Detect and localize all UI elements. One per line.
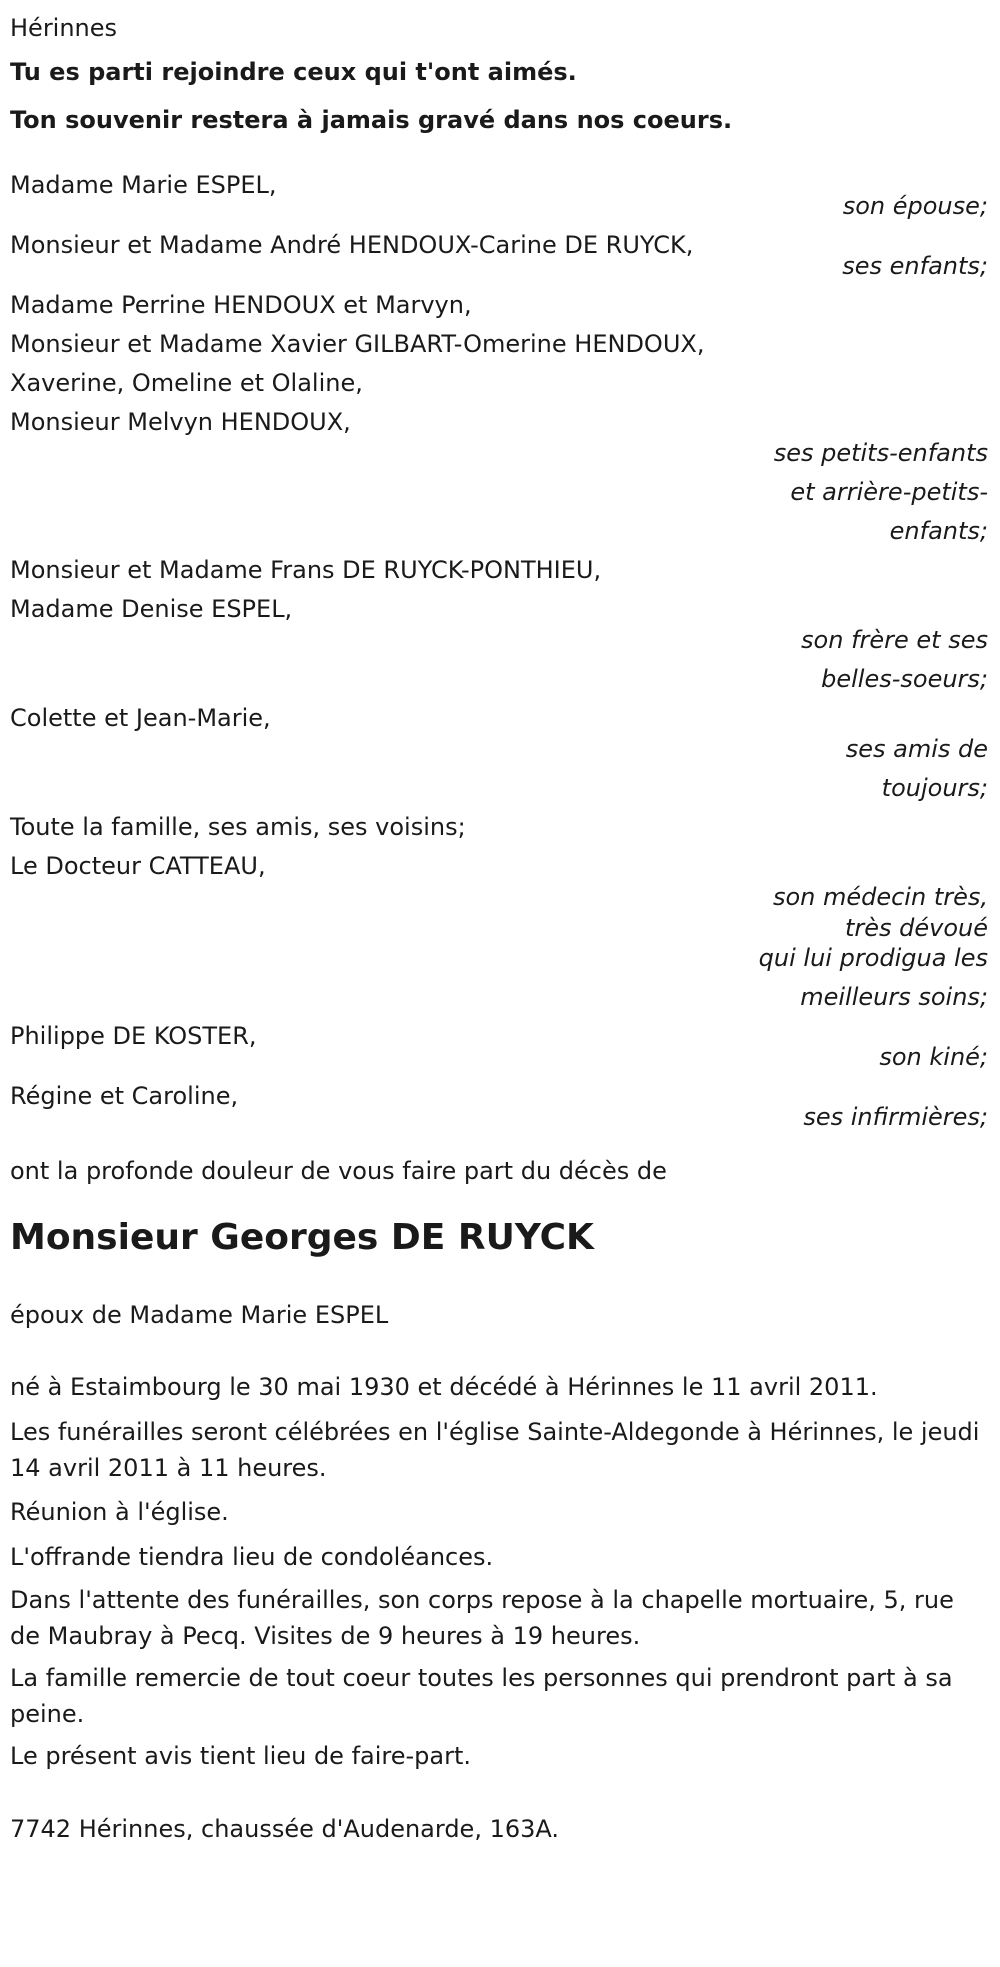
role-line: ses petits-enfants (773, 439, 988, 467)
role-line: qui lui prodigua les (758, 944, 988, 972)
role-line: meilleurs soins; (800, 983, 988, 1011)
family-name: Le Docteur CATTEAU, (10, 852, 266, 880)
family-name: Toute la famille, ses amis, ses voisins; (10, 813, 466, 841)
place-heading: Hérinnes (10, 14, 118, 42)
family-name: Madame Denise ESPEL, (10, 595, 293, 623)
family-group-children (10, 226, 988, 286)
detail-paragraph: né à Estaimbourg le 30 mai 1930 et décédé à Hérinnes le 11 avril 2011. (10, 1373, 878, 1401)
role-line: ses enfants; (842, 252, 988, 280)
role-line: son médecin très, (772, 883, 988, 911)
family-name: Monsieur et Madame Xavier GILBART-Omerine HENDOUX, (10, 330, 705, 358)
detail-paragraph: Réunion à l'église. (10, 1498, 229, 1526)
role-line: belles-soeurs; (821, 665, 988, 693)
family-group-grandchildren (10, 286, 988, 551)
role-line: très dévoué (844, 914, 988, 942)
family-group-nurses (10, 1077, 988, 1137)
family-role (10, 621, 988, 699)
family-name: Colette et Jean-Marie, (10, 704, 271, 732)
obituary-notice (10, 8, 988, 1849)
role-line: ses infirmières; (803, 1103, 988, 1131)
detail-paragraph: Dans l'attente des funérailles, son corps repose à la chapelle mortuaire, 5, rue de Maubray à Pecq. Visites de 9 heures à 19 heures. (10, 1586, 954, 1650)
family-group-doctor (10, 808, 988, 1017)
family-group-spouse (10, 166, 988, 226)
address-line: 7742 Hérinnes, chaussée d'Audenarde, 163A. (10, 1815, 560, 1843)
spouse-line: époux de Madame Marie ESPEL (10, 1301, 389, 1329)
family-group-friends (10, 699, 988, 808)
family-role (10, 434, 988, 551)
detail-paragraph: Le présent avis tient lieu de faire-part. (10, 1742, 472, 1770)
role-line: enfants; (889, 517, 988, 545)
family-role (10, 878, 988, 1017)
role-line: son kiné; (879, 1043, 988, 1071)
family-role (10, 730, 988, 808)
role-line: ses amis de (845, 735, 988, 763)
family-name: Monsieur et Madame André HENDOUX-Carine DE RUYCK, (10, 231, 694, 259)
family-group-siblings (10, 551, 988, 699)
announcement-text: ont la profonde douleur de vous faire part du décès de (10, 1157, 667, 1185)
family-name: Xaverine, Omeline et Olaline, (10, 369, 363, 397)
family-name: Monsieur Melvyn HENDOUX, (10, 408, 351, 436)
role-line: et arrière-petits- (790, 478, 988, 506)
role-line: son épouse; (842, 192, 988, 220)
family-name: Régine et Caroline, (10, 1082, 239, 1110)
family-name: Madame Marie ESPEL, (10, 171, 277, 199)
verse-line-1: Tu es parti rejoindre ceux qui t'ont aimés. (10, 58, 577, 86)
detail-paragraph: Les funérailles seront célébrées en l'église Sainte-Aldegonde à Hérinnes, le jeudi 14 avril 2011 à 11 heures. (10, 1418, 980, 1482)
role-line: toujours; (881, 774, 988, 802)
family-name: Philippe DE KOSTER, (10, 1022, 257, 1050)
family-name: Madame Perrine HENDOUX et Marvyn, (10, 291, 472, 319)
detail-paragraph: La famille remercie de tout coeur toutes les personnes qui prendront part à sa peine. (10, 1664, 953, 1728)
family-name: Monsieur et Madame Frans DE RUYCK-PONTHIEU, (10, 556, 602, 584)
role-line: son frère et ses (801, 626, 988, 654)
verse-line-2: Ton souvenir restera à jamais gravé dans nos coeurs. (10, 106, 733, 134)
detail-paragraph: L'offrande tiendra lieu de condoléances. (10, 1543, 494, 1571)
family-group-physio (10, 1017, 988, 1077)
deceased-name: Monsieur Georges DE RUYCK (10, 1217, 594, 1258)
